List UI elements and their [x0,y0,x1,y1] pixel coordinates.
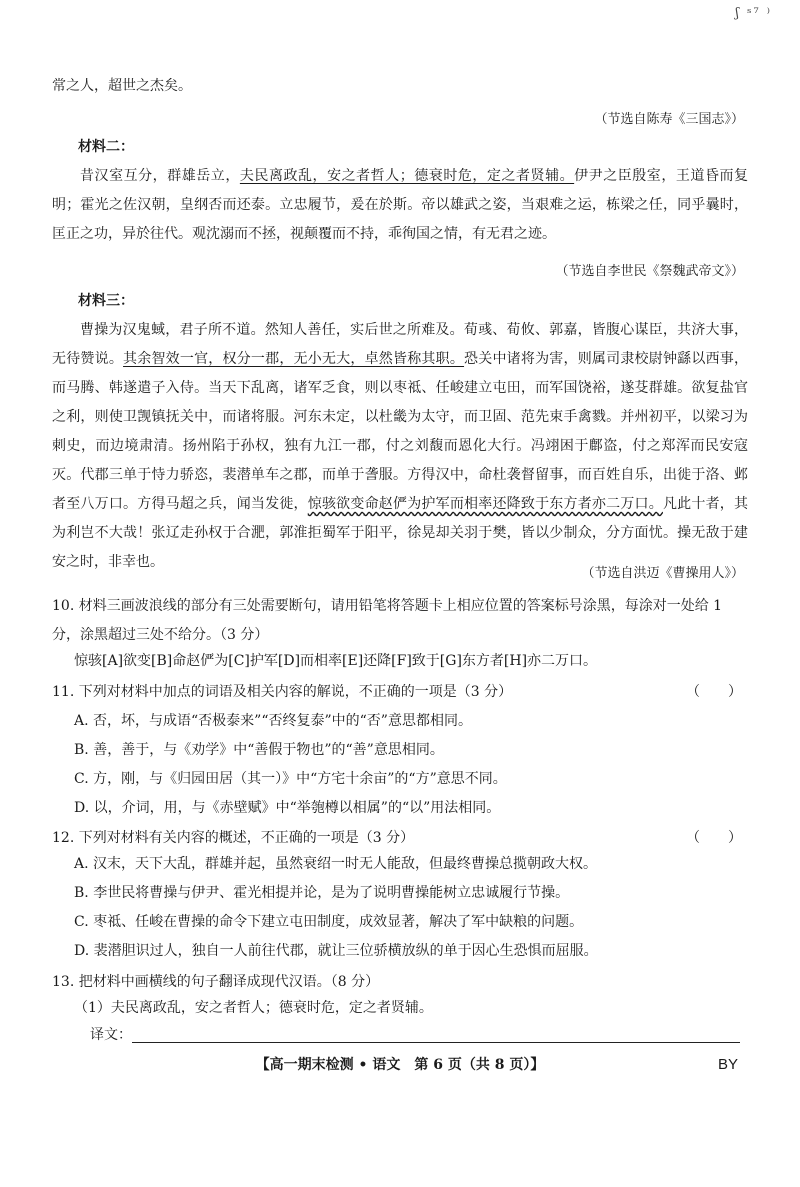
question-12-option-a: A. 汉末，天下大乱，群雄并起，虽然衰绍一时无人能敌，但最终曹操总揽朝政大权。 [74,856,598,872]
question-13-stem: 13. 把材料中画横线的句子翻译成现代汉语。（8 分） [52,974,380,990]
question-12-option-b: B. 李世民将曹操与伊尹、霍光相提并论，是为了说明曹操能树立忠诚履行节操。 [74,885,570,901]
material-3-heading: 材料三： [78,293,134,309]
question-12 [52,824,742,853]
material-3-text [52,316,748,577]
question-11 [52,678,742,707]
question-11-option-c: C. 方，刚，与《归园田居（其一）》中“方宅十余亩”的“方”意思不同。 [74,771,507,787]
material-2-text-post: 伊尹之臣殷室，王道昏而复明；霍光之佐汉朝，皇纲否而还泰。立忠履节，爰在於斯。帝以雄武之姿，当艰难之运，栋梁之任，同乎曩时，匡正之功，异於往代。观沈溺而不拯，视颠覆而不持，乖徇国之情，有无君之迹。 [52,168,749,242]
material-3-text-a: 曹操为汉鬼蜮，君子所不道。然知人善任，实后世之所难及。荀彧、荀攸、郭嘉，皆腹心谋臣，共济大事，无待赞说。 [52,322,748,367]
material-2-underlined-sentence: 夫民离政乱，安之者哲人；德衰时危，定之者贤辅。 [239,168,575,184]
material-2-heading: 材料二： [78,139,134,155]
question-12-answer-blank: （ ） [686,830,742,846]
question-12-option-c: C. 枣祗、任峻在曹操的命令下建立屯田制度，成效显著，解决了军中缺粮的问题。 [74,914,584,930]
corner-mark: ʃ ˢ⁷ ⁾ [735,6,772,21]
page-footer: 【高一期末检测 • 语文 第 6 页（共 8 页）】 [255,1057,545,1073]
question-10-stem: 10. 材料三画波浪线的部分有三处需要断句，请用铅笔将答题卡上相应位置的答案标号涂黑，每涂对一处给 1 分，涂黑超过三处不给分。（3 分） [52,598,723,643]
question-11-stem: 11. 下列对材料中加点的词语及相关内容的解说，不正确的一项是（3 分） [52,684,513,700]
question-11-answer-blank: （ ） [686,684,742,700]
question-10-segments: 惊骇[A]欲变[B]命赵俨为[C]护军[D]而相率[E]还降[F]致于[G]东方者[H]亦二万口。 [74,653,598,669]
material-3-wavy-sentence: 惊骇欲变命赵俨为护军而相率还降致于东方者亦二万口。 [307,496,663,512]
question-11-option-b: B. 善，善于，与《劝学》中“善假于物也”的“善”意思相同。 [74,742,444,758]
material-3-text-c: 凡此十者，其为利岂不大哉！张辽走孙权于合淝，郭淮拒蜀军于阳平，徐晃却关羽于樊，皆以少制众，分方面忧。操无敌于建安之时，非幸也。 [52,496,749,570]
source-1: （节选自陈寿《三国志》） [594,112,744,127]
question-11-option-a: A. 否，坏，与成语“否极泰来”“否终复泰”中的“否”意思都相同。 [74,713,472,729]
intro-line: 常之人，超世之杰矣。 [52,78,192,94]
question-12-option-d: D. 裴潜胆识过人，独自一人前往代郡，就让三位骄横放纵的单于因心生恐惧而屈服。 [74,943,598,959]
material-2-text [52,162,748,249]
source-2: （节选自李世民《祭魏武帝文》） [555,264,744,279]
translation-label: 译文： [90,1027,132,1043]
translation-answer-line [132,1042,740,1043]
material-3-text-b: 恐关中诸将为害，则属司隶校尉钟繇以西事，而马腾、韩遂遣子入侍。当天下乱离，诸军乏食，则以枣祗、任峻建立屯田，而军国饶裕，遂芟群雄。欲复盐官之利，则使卫觊镇抚关中，而诸将服。河东未定，以杜畿为太守，而卫固、范先束手禽戮。并州初平，以梁习为刺史，而边境肃清。扬州陷于孙权，独有九江一郡，付之刘馥而恩化大行。冯翊困于鄜盗，付之郑浑而民安寇灭。代郡三单于恃力骄恣，裴潜单车之郡，而单于詟服。方得汉中，命杜袭督留事，而百姓自乐，出徙于洛、邺者至八万口。方得马超之兵，闻当发徙， [52,351,749,512]
question-12-stem: 12. 下列对材料有关内容的概述，不正确的一项是（3 分） [52,830,415,846]
question-13-sub-1: （1）夫民离政乱，安之者哲人；德衰时危，定之者贤辅。 [74,1000,433,1016]
material-3-underlined-sentence: 其余智效一官，权分一郡，无小无大，卓然皆称其职。 [123,351,465,367]
footer-code: BY [717,1056,738,1073]
material-2-text-pre: 昔汉室互分，群雄岳立， [80,168,240,184]
source-3: （节选自洪迈《曹操用人》） [581,566,744,581]
question-11-option-d: D. 以，介词，用，与《赤壁赋》中“举匏樽以相属”的“以”用法相同。 [74,800,501,816]
